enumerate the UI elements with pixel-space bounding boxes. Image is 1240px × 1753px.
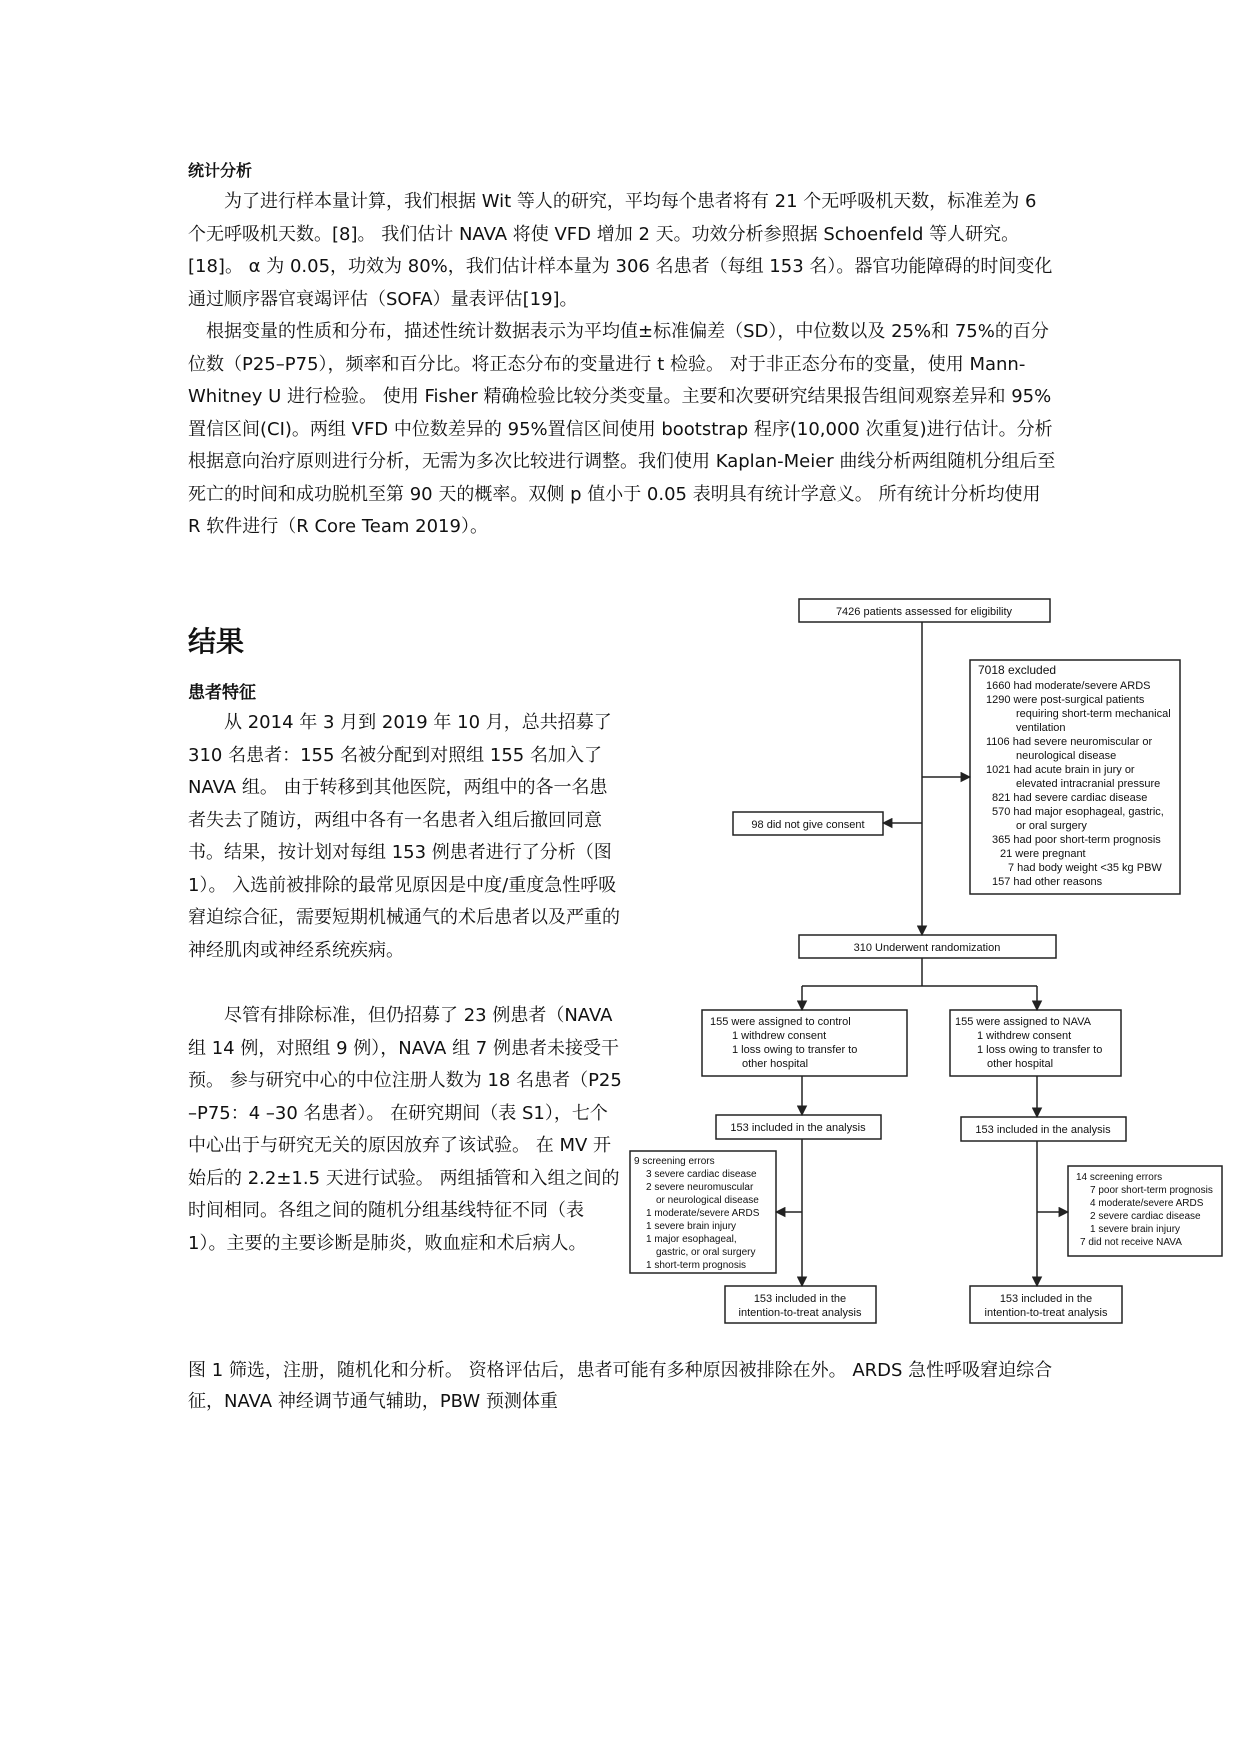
text-control-errors-4: 1 moderate/severe ARDS (646, 1208, 760, 1219)
text-excluded-12: 365 had poor short-term prognosis (992, 834, 1161, 846)
text-excluded-8: elevated intracranial pressure (1016, 778, 1161, 790)
text-control-errors-2: 2 severe neuromuscular (646, 1182, 754, 1193)
text-assessed: 7426 patients assessed for eligibility (835, 606, 1013, 618)
text-excluded-2: 1290 were post-surgical patients (986, 694, 1145, 706)
text-control-assigned-3: other hospital (742, 1058, 809, 1070)
text-control-errors-3: or neurological disease (656, 1195, 759, 1206)
text-excluded-11: or oral surgery (1016, 820, 1087, 832)
paragraph-patients-2: 尽管有排除标准，但仍招募了 23 例患者（NAVA 组 14 例，对照组 9 例），NAVA 组 7 例患者未接受干预。 参与研究中心的中位注册人数为 18 名患者（P25 –P75：4 –30 名患者）。 在研究期间（表 S1），七个中心出于与研究无关的原因放弃了该试验。 在 MV 开始后的 2.2±1.5 天进行试验。 两组插管和入组之间的时间相同。各组之间的随机分组基线特征不同（表 1）。主要的主要诊断是肺炎，败血症和术后病人。 (188, 1005, 622, 1254)
text-control-errors-1: 3 severe cardiac disease (646, 1169, 757, 1180)
text-excluded-13: 21 were pregnant (1000, 848, 1086, 860)
text-nava-errors-2: 4 moderate/severe ARDS (1090, 1198, 1204, 1209)
text-control-itt-0: 153 included in the (753, 1293, 847, 1305)
subheading-patient-characteristics: 患者特征 (188, 683, 256, 703)
figure-caption: 图 1 筛选，注册，随机化和分析。 资格评估后，患者可能有多种原因被排除在外。 ARDS 急性呼吸窘迫综合征，NAVA 神经调节通气辅助，PBW 预测体重 (188, 1360, 1053, 1412)
paragraph-statistics-2: 根据变量的性质和分布，描述性统计数据表示为平均值±标准偏差（SD），中位数以及 25%和 75%的百分位数（P25–P75），频率和百分比。将正态分布的变量进行 t 检验。 对于非正态分布的变量，使用 Mann-Whitney U 进行检验。 使用 Fisher 精确检验比较分类变量。主要和次要研究结果报告组间观察差异和 95%置信区间(CI)。两组 VFD 中位数差异的 95%置信区间使用 bootstrap 程序(10,000 次重复)进行估计。分析根据意向治疗原则进行分析，无需为多次比较进行调整。我们使用 Kaplan-Meier 曲线分析两组随机分组后至死亡的时间和成功脱机至第 90 天的概率。双侧 p 值小于 0.05 表明具有统计学意义。 所有统计分析均使用 R 软件进行（R Core Team 2019）。 (188, 321, 1056, 537)
text-excluded-9: 821 had severe cardiac disease (992, 792, 1148, 804)
text-control-itt-1: intention-to-treat analysis (738, 1307, 862, 1319)
text-nava-errors-4: 1 severe brain injury (1090, 1224, 1181, 1235)
text-nava-assigned-2: 1 loss owing to transfer to (977, 1044, 1103, 1056)
section-heading-results: 结果 (188, 625, 245, 658)
section-heading-statistics: 统计分析 (188, 161, 253, 180)
text-excluded-6: neurological disease (1016, 750, 1117, 762)
text-excluded-4: ventilation (1016, 722, 1066, 734)
paragraph-statistics-1: 为了进行样本量计算，我们根据 Wit 等人的研究，平均每个患者将有 21 个无呼吸机天数，标准差为 6 个无呼吸机天数。[8]。 我们估计 NAVA 将使 VFD 增加 2 天。功效分析参照据 Schoenfeld 等人研究。 [18]。 α 为 0.05，功效为 80%，我们估计样本量为 306 名患者（每组 153 名）。器官功能障碍的时间变化通过顺序器官衰竭评估（SOFA）量表评估[19]。 (188, 191, 1053, 310)
text-control-assigned-1: 1 withdrew consent (732, 1030, 827, 1042)
text-nava-assigned-0: 155 were assigned to NAVA (955, 1016, 1091, 1028)
text-nava-itt-1: intention-to-treat analysis (984, 1307, 1108, 1319)
text-nava-errors-3: 2 severe cardiac disease (1090, 1211, 1201, 1222)
text-nava-itt-0: 153 included in the (999, 1293, 1093, 1305)
text-control-assigned-2: 1 loss owing to transfer to (732, 1044, 858, 1056)
text-excluded-5: 1106 had severe neuromiscular or (986, 736, 1153, 748)
text-nava-errors-0: 14 screening errors (1076, 1172, 1163, 1183)
text-nava-errors-1: 7 poor short-term prognosis (1090, 1185, 1213, 1196)
text-control-assigned-0: 155 were assigned to control (710, 1016, 851, 1028)
text-nava-errors-5: 7 did not receive NAVA (1080, 1237, 1182, 1248)
text-control-analysis: 153 included in the analysis (730, 1122, 866, 1134)
text-no-consent: 98 did not give consent (751, 819, 865, 831)
text-nava-assigned-1: 1 withdrew consent (977, 1030, 1072, 1042)
text-excluded-1: 1660 had moderate/severe ARDS (986, 680, 1151, 692)
text-excluded-14: 7 had body weight <35 kg PBW (1008, 862, 1162, 874)
text-excluded-7: 1021 had acute brain in jury or (986, 764, 1135, 776)
text-excluded-10: 570 had major esophageal, gastric, (992, 806, 1164, 818)
text-control-errors-6: 1 major esophageal, (646, 1234, 737, 1245)
text-randomized: 310 Underwent randomization (853, 942, 1001, 954)
text-control-errors-8: 1 short-term prognosis (646, 1260, 747, 1271)
text-nava-analysis: 153 included in the analysis (975, 1124, 1111, 1136)
text-control-errors-0: 9 screening errors (634, 1156, 715, 1167)
text-control-errors-7: gastric, or oral surgery (656, 1247, 756, 1258)
text-excluded-15: 157 had other reasons (992, 876, 1103, 888)
text-excluded-3: requiring short-term mechanical (1016, 708, 1171, 720)
paragraph-patients-1: 从 2014 年 3 月到 2019 年 10 月，总共招募了 310 名患者：155 名被分配到对照组 155 名加入了 NAVA 组。 由于转移到其他医院，两组中的各一名患者失去了随访，两组中各有一名患者入组后撤回同意书。结果，按计划对每组 153 例患者进行了分析（图 1）。 入选前被排除的最常见原因是中度/重度急性呼吸窘迫综合征，需要短期机械通气的术后患者以及严重的神经肌肉或神经系统疾病。 (188, 712, 620, 961)
text-nava-assigned-3: other hospital (987, 1058, 1054, 1070)
text-excluded-0: 7018 excluded (978, 663, 1057, 677)
text-control-errors-5: 1 severe brain injury (646, 1221, 737, 1232)
